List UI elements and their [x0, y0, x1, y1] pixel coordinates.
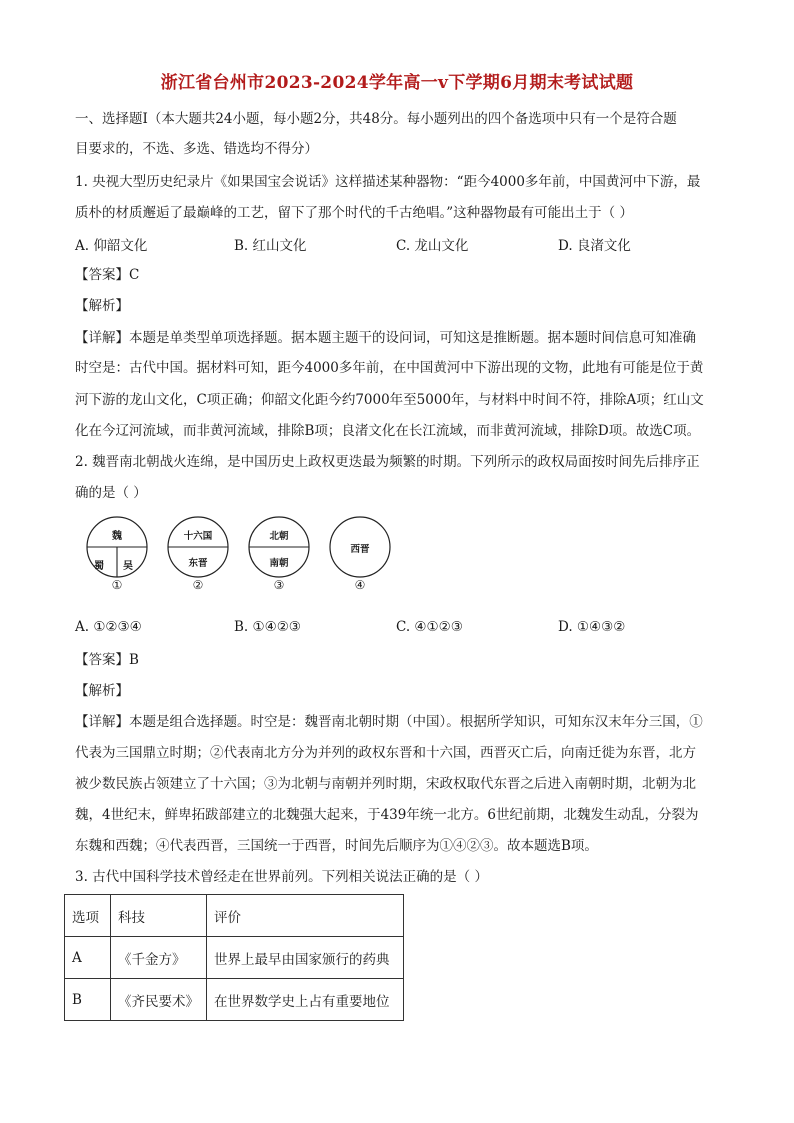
table-cell: B — [65, 979, 111, 1021]
diagram1-bottom-right-label: 吴 — [123, 561, 133, 572]
diagram3-top-label: 北朝 — [269, 531, 289, 542]
table-header-row — [65, 895, 404, 937]
table-cell: 《千金方》 — [111, 937, 207, 979]
q2-detail-line5: 东魏和西魏；④代表西晋，三国统一于西晋，时间先后顺序为①④②③。故本题选B项。 — [75, 838, 598, 854]
diagram2-number: ② — [192, 578, 204, 592]
q1-option-b: B. 红山文化 — [234, 238, 307, 254]
q2-stem-line1: 2. 魏晋南北朝战火连绵，是中国历史上政权更迭最为频繁的时期。下列所示的政权局面按时间先后排序正 — [75, 454, 700, 470]
q1-detail-line4: 化在今辽河流域，而非黄河流域，排除B项；良渚文化在长江流域，而非黄河流域，排除D项。故选C项。 — [75, 423, 701, 439]
q2-detail-line3: 被少数民族占领建立了十六国；③为北朝与南朝并列时期，宋政权取代东晋之后进入南朝时期，北朝为北 — [75, 776, 696, 792]
q2-option-b: B. ①④②③ — [234, 619, 301, 635]
table-row — [65, 979, 404, 1021]
table-header-option: 选项 — [65, 895, 111, 937]
q1-detail-line1: 【详解】本题是单类型单项选择题。据本题主题干的设问词，可知这是推断题。据本题时间信息可知准确 — [75, 330, 696, 346]
section-heading-line2: 目要求的，不选、多选、错选均不得分） — [75, 141, 318, 157]
table-cell: 《齐民要术》 — [111, 979, 207, 1021]
q2-detail-line4: 魏，4世纪末，鲜卑拓跋部建立的北魏强大起来，于439年统一北方。6世纪前期，北魏发生动乱，分裂为 — [75, 807, 699, 823]
q1-stem-line1: 1. 央视大型历史纪录片《如果国宝会说话》这样描述某种器物：“距今4000多年前，中国黄河中下游，最 — [75, 174, 701, 190]
regime-diagram-3 — [246, 515, 312, 595]
table-cell: A — [65, 937, 111, 979]
table-row — [65, 937, 404, 979]
section-heading-line1: 一、选择题Ⅰ（本大题共24小题，每小题2分，共48分。每小题列出的四个备选项中只有一个是符合题 — [75, 111, 677, 127]
table-cell: 世界上最早由国家颁行的药典 — [207, 937, 404, 979]
q2-detail-line1: 【详解】本题是组合选择题。时空是：魏晋南北朝时期（中国）。根据所学知识，可知东汉末年分三国，① — [75, 714, 703, 730]
table-cell: 在世界数学史上占有重要地位 — [207, 979, 404, 1021]
diagram4-number: ④ — [354, 578, 366, 592]
q2-detail-line2: 代表为三国鼎立时期；②代表南北方分为并列的政权东晋和十六国，西晋灭亡后，向南迁徙为东晋，北方 — [75, 745, 696, 761]
diagram1-bottom-left-label: 蜀 — [94, 561, 104, 572]
q1-analysis-label: 【解析】 — [75, 298, 129, 314]
q2-option-d: D. ①④③② — [558, 619, 626, 635]
q3-stem: 3. 古代中国科学技术曾经走在世界前列。下列相关说法正确的是（ ） — [75, 869, 488, 885]
table-header-evaluation: 评价 — [207, 895, 404, 937]
diagram2-bottom-label: 东晋 — [188, 558, 208, 569]
q1-option-c: C. 龙山文化 — [396, 238, 469, 254]
q1-option-a: A. 仰韶文化 — [75, 238, 148, 254]
q1-option-d: D. 良渚文化 — [558, 238, 631, 254]
q2-stem-line2: 确的是（ ） — [75, 485, 147, 501]
diagram4-center-label: 西晋 — [350, 544, 370, 555]
q2-analysis-label: 【解析】 — [75, 683, 129, 699]
page-title: 浙江省台州市2023-2024学年高一v下学期6月期末考试试题 — [160, 73, 634, 93]
q1-detail-line2: 时空是：古代中国。据材料可知，距今4000多年前，在中国黄河中下游出现的文物，此地有可能是位于黄 — [75, 360, 704, 376]
diagram2-top-label: 十六国 — [183, 531, 213, 542]
regime-diagram-1 — [84, 515, 150, 595]
q1-detail-line3: 河下游的龙山文化，C项正确；仰韶文化距今约7000年至5000年，与材料中时间不符，排除A项；红山文 — [75, 392, 704, 408]
diagram1-number: ① — [111, 578, 123, 592]
q2-option-c: C. ④①②③ — [396, 619, 463, 635]
q1-stem-line2: 质朴的材质邂逅了最巅峰的工艺，留下了那个时代的千古绝唱。”这种器物最有可能出土于（ ） — [75, 205, 633, 221]
q3-options-table — [64, 894, 404, 1021]
regime-diagram-2 — [165, 515, 231, 595]
diagram3-number: ③ — [273, 578, 285, 592]
diagram1-top-label: 魏 — [112, 531, 122, 542]
q2-option-a: A. ①②③④ — [75, 619, 142, 635]
diagram3-bottom-label: 南朝 — [269, 558, 289, 569]
table-header-technology: 科技 — [111, 895, 207, 937]
q1-answer: 【答案】C — [75, 267, 140, 283]
regime-diagram-4 — [327, 515, 393, 595]
q2-answer: 【答案】B — [75, 652, 139, 668]
